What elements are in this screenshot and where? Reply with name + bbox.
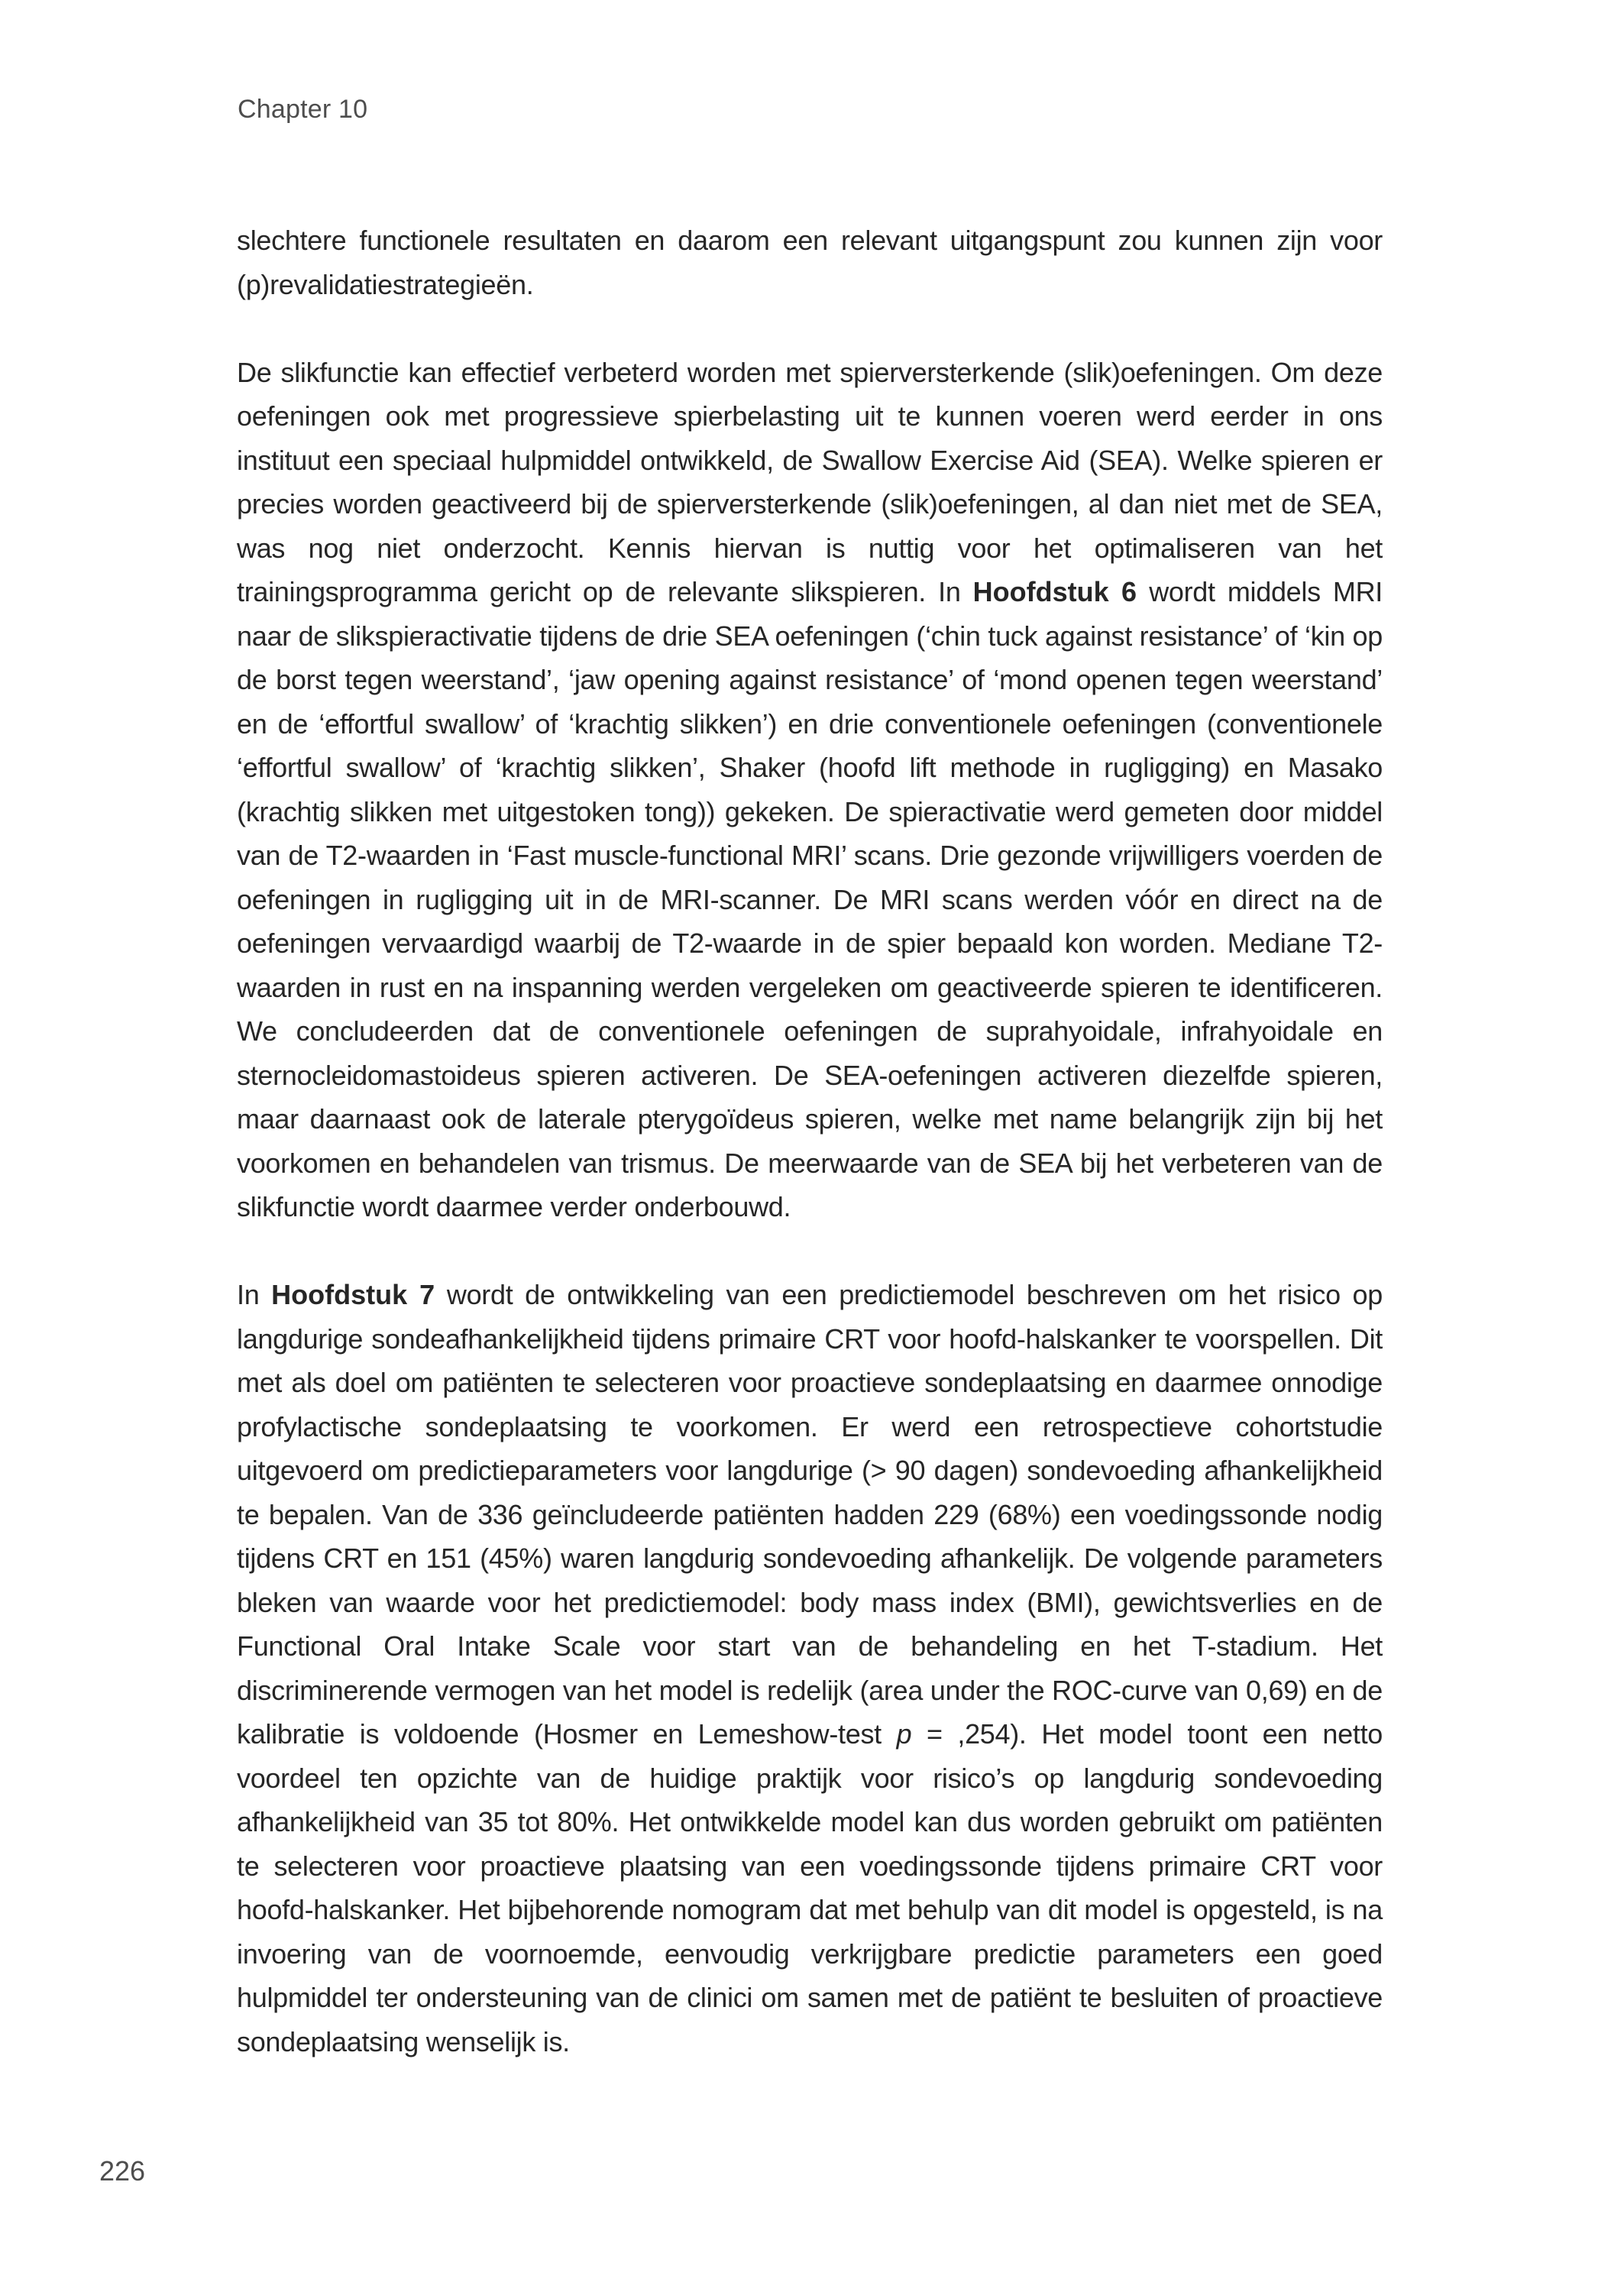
bold-text: Hoofdstuk 6 xyxy=(972,576,1137,607)
text-run: De slikfunctie kan effectief verbeterd worden met spierversterkende (slik)oefeningen. Om deze oefeningen ook met progressieve spierbelasting uit te kunnen voeren werd eerder in ons instituut een speciaal hulpmiddel ontwikkeld, de Swallow Exercise Aid (SEA). Welke spieren er precies worden geactiveerd bij de spierversterkende (slik)oefeningen, al dan niet met de SEA, was nog niet onderzocht. Kennis hiervan is nuttig voor het optimaliseren van het trainingsprogramma gericht op de relevante slikspieren. In xyxy=(237,356,1383,607)
running-header-chapter: Chapter 10 xyxy=(238,95,368,124)
page-number: 226 xyxy=(99,2155,146,2187)
text-run: slechtere functionele resultaten en daarom een relevant uitgangspunt zou kunnen zijn voor (p)revalidatiestrategieën. xyxy=(237,225,1383,300)
paragraph-chapter-7-summary xyxy=(237,1273,1383,2064)
text-run: wordt middels MRI naar de slikspieractivatie tijdens de drie SEA oefeningen (‘chin tuck against resistance’ of ‘kin op de borst tegen weerstand’, ‘jaw opening against resistance’ of ‘mond openen tegen weerstand’ en de ‘effortful swallow’ of ‘krachtig slikken’) en drie conventionele oefeningen (conventionele ‘effortful swallow’ of ‘krachtig slikken’, Shaker (hoofd lift methode in rugligging) en Masako (krachtig slikken met uitgestoken tong)) gekeken. De spieractivatie werd gemeten door middel van de T2-waarden in ‘Fast muscle-functional MRI’ scans. Drie gezonde vrijwilligers voerden de oefeningen in rugligging uit in de MRI-scanner. De MRI scans werden vóór en direct na de oefeningen vervaardigd waarbij de T2-waarde in de spier bepaald kon worden. Mediane T2-waarden in rust en na inspanning werden vergeleken om geactiveerde spieren te identificeren. We concludeerden dat de conventionele oefeningen de suprahyoidale, infrahyoidale en sternocleidomastoideus spieren activeren. De SEA-oefeningen activeren diezelfde spieren, maar daarnaast ook de laterale pterygoïdeus spieren, welke met name belangrijk zijn bij het voorkomen en behandelen van trismus. De meerwaarde van de SEA bij het verbeteren van de slikfunctie wordt daarmee verder onderbouwd. xyxy=(237,576,1383,1222)
text-run: In xyxy=(237,1279,272,1310)
text-run: = ,254). Het model toont een netto voordeel ten opzichte van de huidige praktijk voor risico’s op langdurig sondevoeding afhankelijkheid van 35 tot 80%. Het ontwikkelde model kan dus worden gebruikt om patiënten te selecteren voor proactieve plaatsing van een voedingssonde tijdens primaire CRT voor hoofd-halskanker. Het bijbehorende nomogram dat met behulp van dit model is opgesteld, is na invoering van de voornoemde, eenvoudig verkrijgbare predictie parameters een goed hulpmiddel ter ondersteuning van de clinici om samen met de patiënt te besluiten of proactieve sondeplaatsing wenselijk is. xyxy=(237,1718,1383,2057)
paragraph-continuation xyxy=(237,219,1383,306)
paragraph-chapter-6-summary xyxy=(237,351,1383,1229)
bold-text: Hoofdstuk 7 xyxy=(271,1279,435,1310)
body-text xyxy=(237,219,1383,2064)
italic-text: p xyxy=(896,1718,912,1750)
text-run: wordt de ontwikkeling van een predictiemodel beschreven om het risico op langdurige sondeafhankelijkheid tijdens primaire CRT voor hoofd-halskanker te voorspellen. Dit met als doel om patiënten te selecteren voor proactieve sondeplaatsing en daarmee onnodige profylactische sondeplaatsing te voorkomen. Er werd een retrospectieve cohortstudie uitgevoerd om predictieparameters voor langdurige (> 90 dagen) sondevoeding afhankelijkheid te bepalen. Van de 336 geïncludeerde patiënten hadden 229 (68%) een voedingssonde nodig tijdens CRT en 151 (45%) waren langdurig sondevoeding afhankelijk. De volgende parameters bleken van waarde voor het predictiemodel: body mass index (BMI), gewichtsverlies en de Functional Oral Intake Scale voor start van de behandeling en het T-stadium. Het discriminerende vermogen van het model is redelijk (area under the ROC-curve van 0,69) en de kalibratie is voldoende (Hosmer en Lemeshow-test xyxy=(237,1279,1383,1750)
